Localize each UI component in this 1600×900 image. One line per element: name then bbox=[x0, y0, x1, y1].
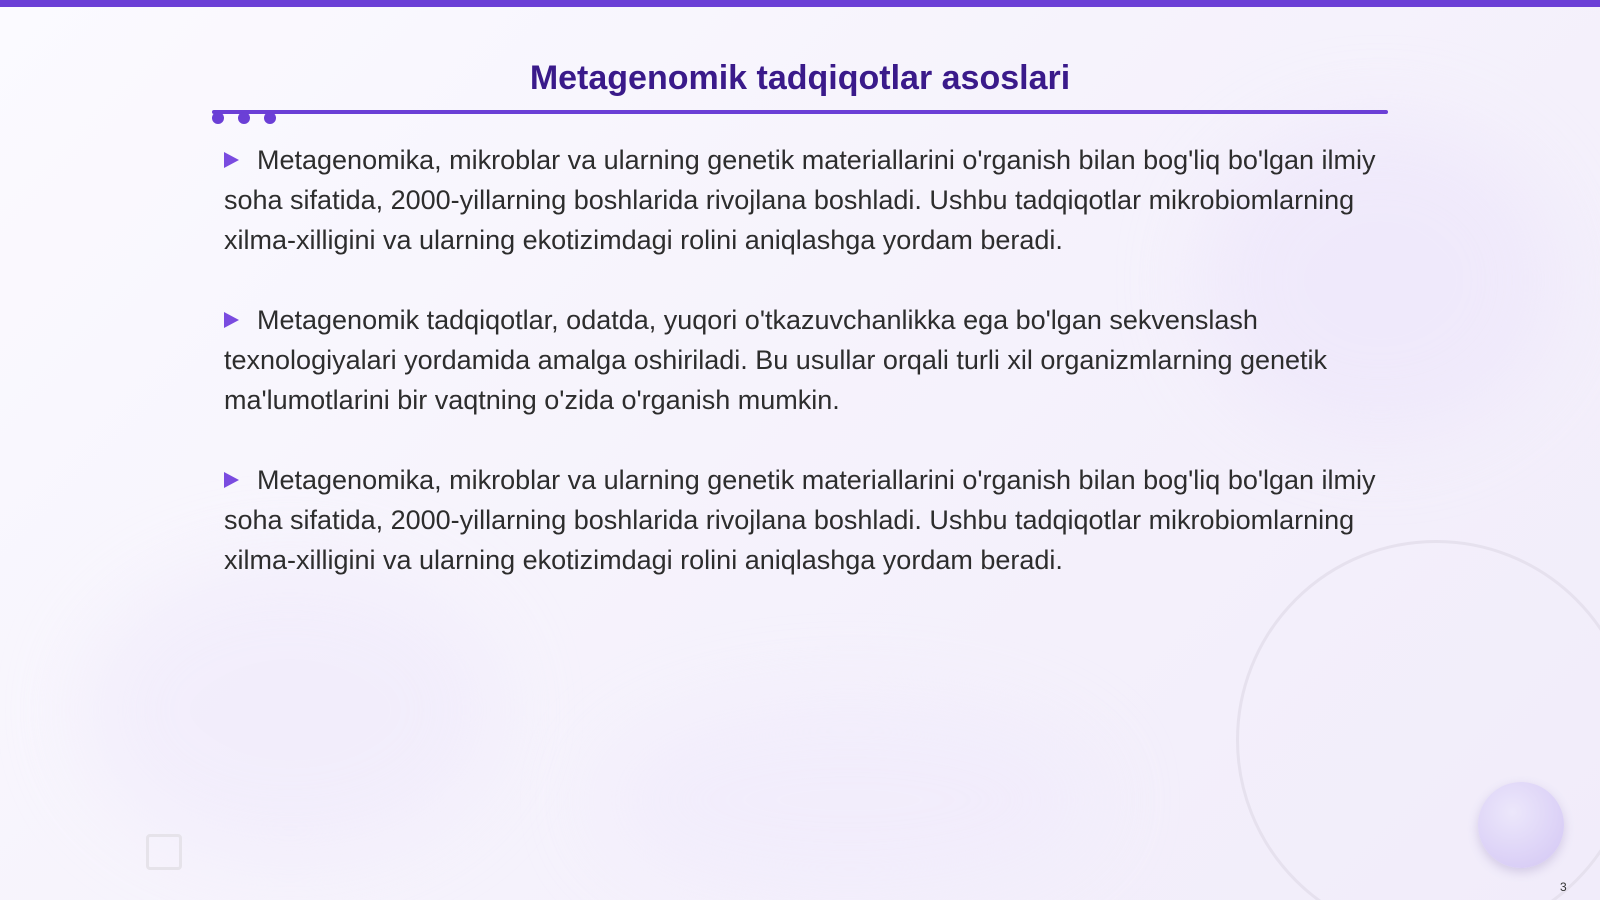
bullet-text: Metagenomika, mikroblar va ularning genetik materiallarini o'rganish bilan bog'liq bo'lgan ilmiy soha sifatida, 2000-yillarning boshlarida rivojlana boshladi. Ushbu tadqiqotlar mikrobiomlarning xilma-xilligini va ularning ekotizimdagi rolini aniqlashga yordam beradi. bbox=[224, 145, 1376, 255]
background-blob bbox=[600, 700, 1100, 900]
bullet-text: Metagenomik tadqiqotlar, odatda, yuqori o'tkazuvchanlikka ega bo'lgan sekvenslash texnologiyalari yordamida amalga oshiriladi. Bu usullar orqali turli xil organizmlarning genetik ma'lumotlarini bir vaqtning o'zida o'rganish mumkin. bbox=[224, 305, 1328, 415]
dot-icon bbox=[264, 112, 276, 124]
dot-icon bbox=[212, 112, 224, 124]
bullet-item bbox=[224, 460, 1384, 580]
title-underline bbox=[212, 110, 1388, 114]
triangle-bullet-icon bbox=[224, 312, 239, 328]
decorative-circle bbox=[1478, 782, 1564, 868]
decorative-square bbox=[146, 834, 182, 870]
slide-title: Metagenomik tadqiqotlar asoslari bbox=[529, 59, 1071, 97]
slide-number: 3 bbox=[1560, 880, 1567, 894]
triangle-bullet-icon bbox=[224, 472, 239, 488]
bullet-text: Metagenomika, mikroblar va ularning genetik materiallarini o'rganish bilan bog'liq bo'lgan ilmiy soha sifatida, 2000-yillarning boshlarida rivojlana boshladi. Ushbu tadqiqotlar mikrobiomlarning xilma-xilligini va ularning ekotizimdagi rolini aniqlashga yordam beradi. bbox=[224, 465, 1376, 575]
title-dots-decoration bbox=[212, 112, 282, 126]
bullet-item bbox=[224, 300, 1384, 420]
top-accent-bar bbox=[0, 0, 1600, 7]
dot-icon bbox=[238, 112, 250, 124]
triangle-bullet-icon bbox=[224, 152, 239, 168]
bullet-item bbox=[224, 140, 1384, 260]
bullet-list bbox=[224, 140, 1384, 620]
